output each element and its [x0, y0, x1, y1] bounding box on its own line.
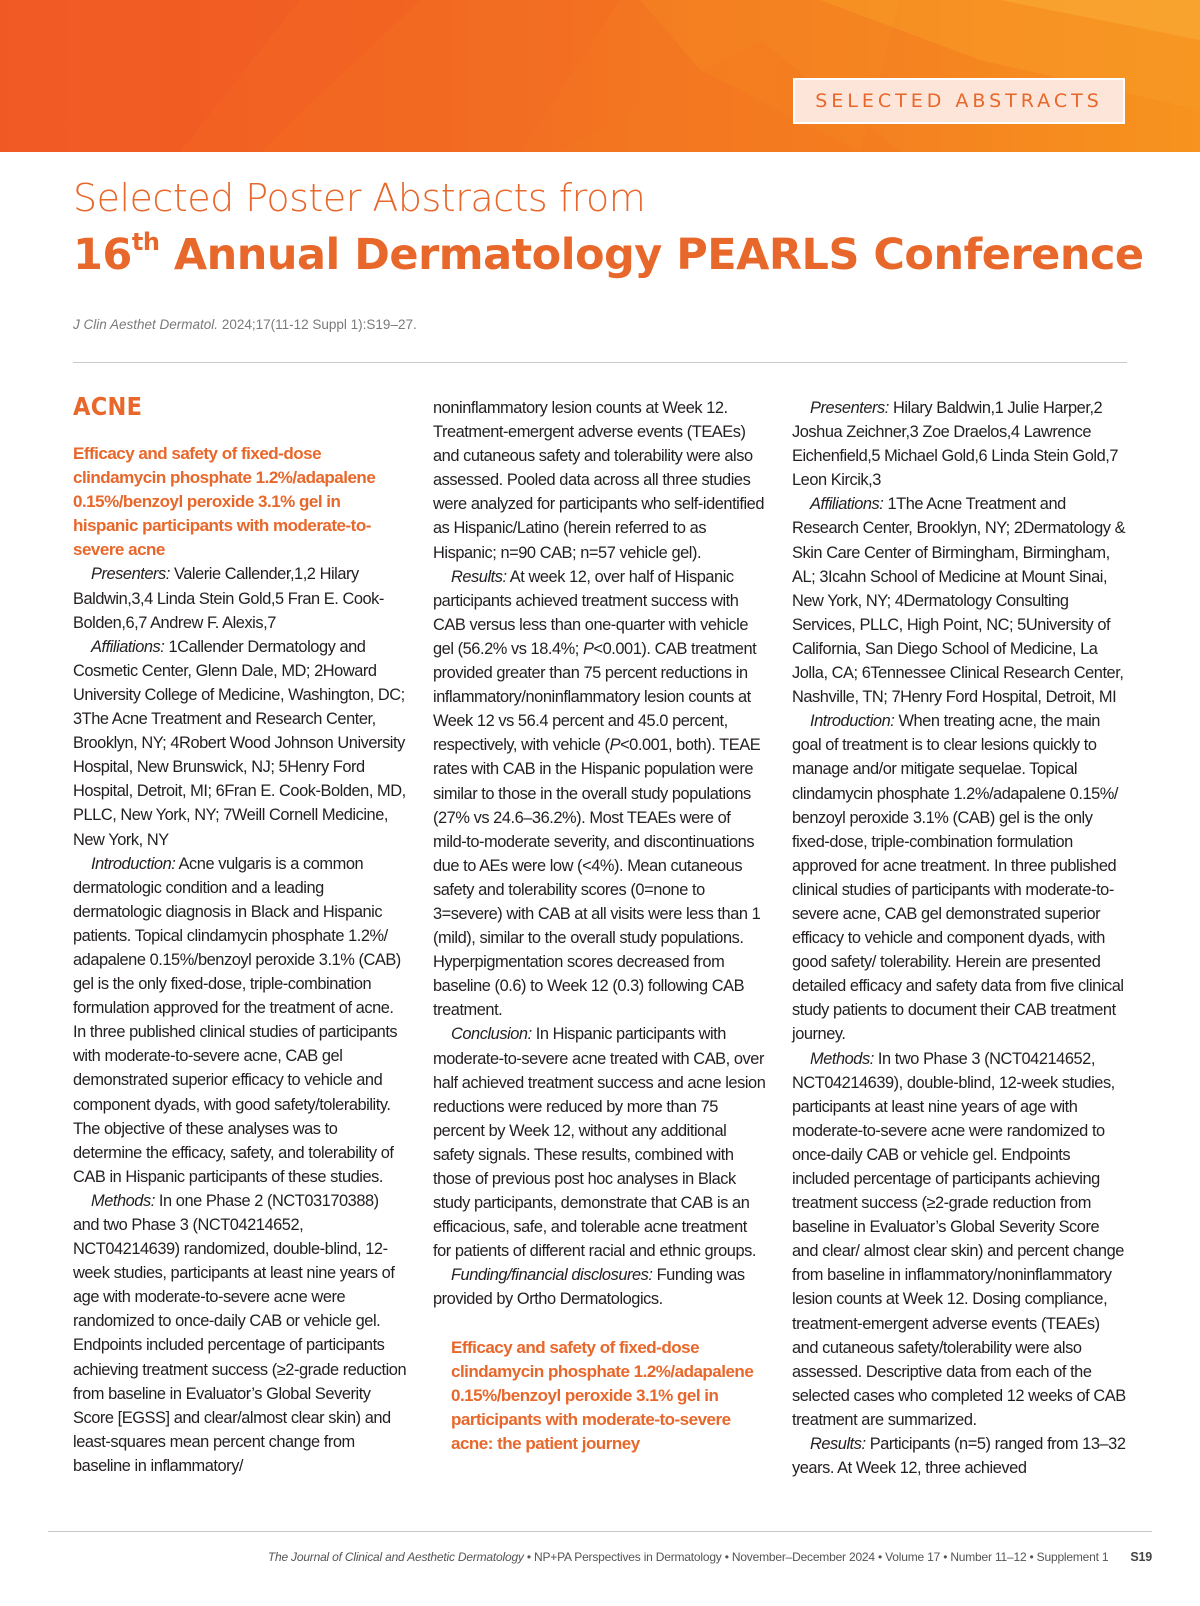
page-footer: [268, 1550, 1152, 1564]
column-1: [73, 392, 407, 1478]
title-conference-name: Annual Dermatology PEARLS Conference: [159, 230, 1144, 280]
abstract2-methods: Methods: In two Phase 3 (NCT04214652, NCT04214639), double-blind, 12-week studies, participants at least nine years of age with moderate-to-severe acne were randomized to once-daily CAB or vehicle gel. Endpoints included percentage of participants achieving treatment success (≥2-grade reduction from baseline in Evaluator’s Global Severity Score and clear/ almost clear skin) and percent change from baseline in inflammatory/noninflammatory lesion counts at Week 12. Dosing compliance, treatment-emergent adverse events (TEAEs) and cutaneous safety/tolerability were also assessed. Descriptive data from each of the selected cases who completed 12 weeks of CAB treatment are summarized.: [792, 1049, 1126, 1429]
abstract1-methods-continued: noninflammatory lesion counts at Week 12. Treatment-emergent adverse events (TEAEs) and cutaneous safety and tolerability were also assessed. Pooled data across all three studies were analyzed for participants who self-identified as Hispanic/Latino (herein referred to as Hispanic; n=90 CAB; n=57 vehicle gel).: [433, 399, 764, 562]
abstract1-title: Efficacy and safety of fixed-dose clindamycin phosphate 1.2%/adapalene 0.15%/benzoyl peroxide 3.1% gel in hispanic participants with moderate-to-severe acne: [73, 444, 376, 560]
abstract2-affiliations: Affiliations: 1The Acne Treatment and Research Center, Brooklyn, NY; 2Dermatology & Skin Care Center of Birmingham, Birmingham, AL; 3Icahn School of Medicine at Mount Sinai, New York, NY; 4Dermatology Consulting Services, PLLC, High Point, NC; 5University of California, San Diego School of Medicine, La Jolla, CA; 6Tennessee Clinical Research Center, Nashville, TN; 7Henry Ford Hospital, Detroit, MI: [792, 495, 1126, 707]
footer-journal: The Journal of Clinical and Aesthetic Dermatology: [267, 1550, 524, 1564]
page-number: S19: [1130, 1550, 1152, 1564]
abstract1-affiliations: Affiliations: 1Callender Dermatology and Cosmetic Center, Glenn Dale, MD; 2Howard University College of Medicine, Washington, DC; 3The Acne Treatment and Research Center, Brooklyn, NY; 4Robert Wood Johnson University Hospital, New Brunswick, NJ; 5Henry Ford Hospital, Detroit, MI; 6Fran E. Cook-Bolden, MD, PLLC, New York, NY; 7Weill Cornell Medicine, New York, NY: [73, 637, 406, 849]
abstract1-presenters: Presenters: Valerie Callender,1,2 Hilary Baldwin,3,4 Linda Stein Gold,5 Fran E. Cook-Bolden,6,7 Andrew F. Alexis,7: [73, 565, 384, 632]
abstract1-conclusion: Conclusion: In Hispanic participants with moderate-to-severe acne treated with CAB, over half achieved treatment success and acne lesion reductions were reduced by more than 75 percent by Week 12, without any additional safety signals. These results, combined with those of previous post hoc analyses in Black study participants, demonstrate that CAB is an efficacious, safe, and tolerable acne treatment for patients of different racial and ethnic groups.: [433, 1025, 766, 1261]
section-badge: SELECTED ABSTRACTS: [793, 78, 1125, 124]
banner-geometric-pattern: [0, 0, 1200, 152]
footer-divider: [48, 1531, 1152, 1532]
title-divider: [73, 362, 1127, 363]
abstract1-results: Results: At week 12, over half of Hispanic participants achieved treatment success with CAB versus less than one-quarter with vehicle gel (56.2% vs 18.4%; P<0.001). CAB treatment provided greater than 75 percent reductions in inflammatory/noninflammatory lesion counts at Week 12 vs 56.4 percent and 45.0 percent, respectively, with vehicle (P<0.001, both). TEAE rates with CAB in the Hispanic population were similar to those in the overall study populations (27% vs 24.6–36.2%). Most TEAEs were of mild-to-moderate severity, and discontinuations due to AEs were low (<4%). Mean cutaneous safety and tolerability scores (0=none to 3=severe) with CAB at all visits were less than 1 (mild), similar to the overall study populations. Hyperpigmentation scores decreased from baseline (0.6) to Week 12 (0.3) following CAB treatment.: [433, 567, 761, 1020]
page-title-line2: [73, 230, 1144, 280]
abstract2-introduction: Introduction: When treating acne, the main goal of treatment is to clear lesions quickly to manage and/or mitigate sequelae. Topical clindamycin phosphate 1.2%/adapalene 0.15%/ benzoyl peroxide 3.1% (CAB) gel is the only fixed-dose, triple-combination formulation approved for acne treatment. In three published clinical studies of participants with moderate-to- severe acne, CAB gel demonstrated superior efficacy to vehicle and component dyads, with good safety/ tolerability. Herein are presented detailed efficacy and safety data from five clinical study patients to document their CAB treatment journey.: [792, 712, 1124, 1044]
page-title-line1: Selected Poster Abstracts from: [73, 176, 646, 220]
citation-journal: J Clin Aesthet Dermatol.: [73, 317, 219, 332]
abstract2-title: Efficacy and safety of fixed-dose clindamycin phosphate 1.2%/adapalene 0.15%/benzoyl peroxide 3.1% gel in participants with moderate-to-severe acne: the patient journey: [451, 1337, 754, 1453]
abstract2-results: Results: Participants (n=5) ranged from 13–32 years. At Week 12, three achieved: [792, 1435, 1126, 1478]
abstract1-funding: Funding/financial disclosures: Funding was provided by Ortho Dermatologics.: [433, 1266, 745, 1309]
title-ordinal-number: 16: [73, 230, 132, 280]
header-banner: [0, 0, 1200, 152]
abstract2-presenters: Presenters: Hilary Baldwin,1 Julie Harper,2 Joshua Zeichner,3 Zoe Draelos,4 Lawrence Eichenfield,5 Michael Gold,6 Linda Stein Gold,7 Leon Kircik,3: [792, 399, 1118, 490]
column-3: [792, 396, 1126, 1480]
section-heading: ACNE: [73, 392, 143, 421]
abstract1-methods: Methods: In one Phase 2 (NCT03170388) and two Phase 3 (NCT04214652, NCT04214639) randomized, double-blind, 12-week studies, participants at least nine years of age with moderate-to-severe acne were randomized to once-daily CAB or vehicle gel. Endpoints included percentage of participants achieving treatment success (≥2-grade reduction from baseline in Evaluator’s Global Severity Score [EGSS] and clear/almost clear skin) and least-squares mean percent change from baseline in inflammatory/: [73, 1191, 407, 1475]
abstract1-introduction: Introduction: Acne vulgaris is a common dermatologic condition and a leading dermatologic diagnosis in Black and Hispanic patients. Topical clindamycin phosphate 1.2%/ adapalene 0.15%/benzoyl peroxide 3.1% (CAB) gel is the only fixed-dose, triple-combination formulation approved for the treatment of acne. In three published clinical studies of participants with moderate-to-severe acne, CAB gel demonstrated superior efficacy to vehicle and component dyads, with good safety/tolerability. The objective of these analyses was to determine the efficacy, safety, and tolerability of CAB in Hispanic participants of these studies.: [73, 854, 401, 1186]
footer-issue-info: • NP+PA Perspectives in Dermatology • November–December 2024 • Volume 17 • Number 11–12 • Supplement 1: [523, 1550, 1109, 1564]
column-2: [433, 396, 767, 1456]
citation-details: 2024;17(11-12 Suppl 1):S19–27.: [218, 317, 417, 332]
citation: [73, 317, 417, 332]
title-ordinal-suffix: th: [131, 228, 160, 256]
